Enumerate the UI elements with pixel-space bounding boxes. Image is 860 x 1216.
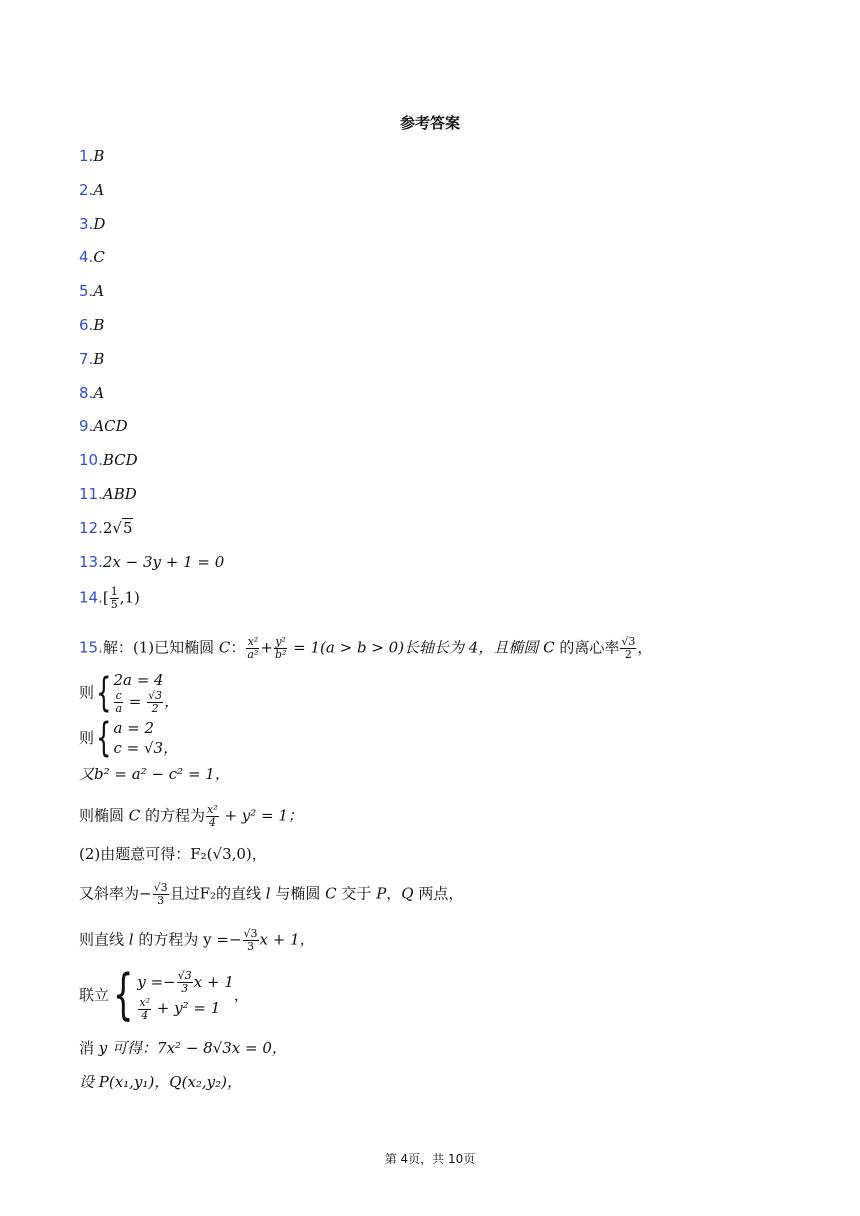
answer-5: 5.A bbox=[79, 282, 105, 301]
page-title: 参考答案 bbox=[399, 114, 460, 132]
q15-system2: 则{ a = 2 c = √3， bbox=[79, 715, 179, 761]
answer-7: 7.B bbox=[79, 349, 105, 368]
answer-2: 2.A bbox=[79, 180, 105, 199]
answer-11: 11.ABD bbox=[79, 485, 137, 503]
q15-line5: 则椭圆 C 的方程为 $\frac{\text{x²}}{4}$ + y² = 1； bbox=[79, 803, 303, 829]
q15-system1: 则{ 2a = 4 $\frac{c}{a}$ = $\frac{√3}{2}$ ， bbox=[79, 669, 180, 716]
q15-line4: 又b² = a² − c² = 1， bbox=[79, 765, 230, 783]
answer-6: 6.B bbox=[79, 316, 105, 334]
q15-line11: 设 P(x₁,y₁)，Q(x₂,y₂)， bbox=[79, 1073, 243, 1091]
answer-1: 1.B bbox=[79, 147, 105, 165]
q15-system3: 联立{ y =− $\frac{√3}{3}$ x + 1 $\frac{\text{x²}}{4}$ + y² = 1， bbox=[79, 963, 249, 1026]
q15-line1: 15.解：(1)已知椭圆 C： $\frac{\text{x²}}{\text{a²}}$ + $\frac{\text{y²}}{\text{b²}}$ = 1(a > b > 0)长轴长为 4，且椭圆 C 的离心率 $\frac{√3}{2}$ ， bbox=[79, 635, 653, 661]
answer-3: 3.D bbox=[79, 214, 106, 233]
answer-10: 10.BCD bbox=[79, 451, 138, 470]
answer-9: 9.ACD bbox=[79, 417, 128, 436]
answer-8: 8.A bbox=[79, 383, 105, 402]
q15-line8: 则直线 l 的方程为 y =− $\frac{√3}{3}$ x + 1， bbox=[79, 927, 315, 953]
answer-13: 13.2x − 3y + 1 = 0 bbox=[79, 553, 225, 571]
q15-line6: (2)由题意可得：F₂(√3,0)， bbox=[79, 845, 267, 863]
q15-line10: 消 y 可得：7x² − 8√3x = 0， bbox=[79, 1039, 287, 1057]
answer-14: 14.[ $\frac{1}{5}$ ,1) bbox=[79, 585, 140, 611]
answer-4: 4.C bbox=[79, 248, 105, 267]
page-footer: 第 4页，共 10页 bbox=[384, 1152, 476, 1166]
answer-12: 12.2√5 bbox=[79, 519, 133, 537]
q15-line7: 又斜率为− $\frac{√3}{3}$ 且过F₂的直线 l 与椭圆 C 交于 P，Q 两点， bbox=[79, 881, 464, 907]
